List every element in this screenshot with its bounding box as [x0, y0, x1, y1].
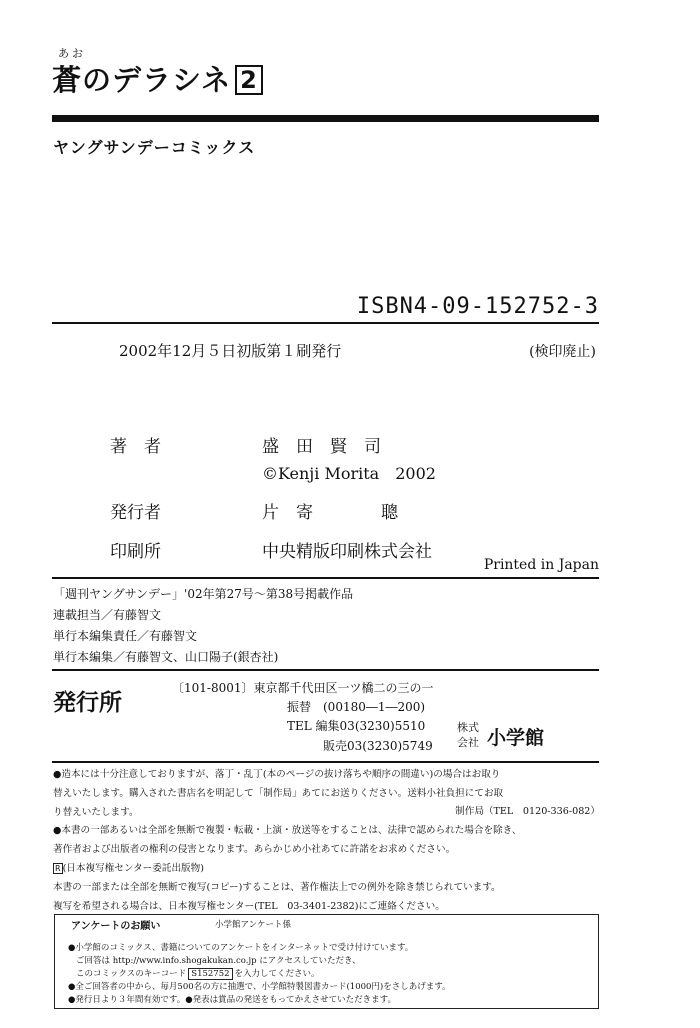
- serial-editor: 連載担当／有藤智文: [53, 608, 162, 622]
- copyright-center-label: (日本複写権センター委託出版物): [62, 863, 204, 874]
- notice-line: り替えいたします。: [53, 807, 139, 818]
- survey-line: ●全ご回答者の中から、毎月500名の方に抽選で、小学館特製図書カード(1000円)をさしあげます。: [68, 982, 451, 992]
- printer-name: 中央精版印刷株式会社: [262, 542, 432, 562]
- book-title: [52, 58, 263, 99]
- publisher-label: 発行所: [53, 690, 122, 716]
- title-rule: [52, 115, 599, 122]
- publisher-name: 小学館: [487, 727, 545, 749]
- printed-in: Printed in Japan: [483, 557, 599, 573]
- production-contact: 制作局（TEL 0120-336-082）: [455, 806, 600, 817]
- isbn: ISBN4-09-152752-3: [356, 294, 599, 319]
- notice-line: 複写を希望される場合は、日本複写権センター(TEL 03-3401-2382)にご連絡ください。: [53, 901, 445, 912]
- keycode-prefix: このコミックスのキーコード: [76, 969, 187, 979]
- serialization-source: 「週刊ヤングサンデー」'02年第27号～第38号掲載作品: [53, 587, 354, 601]
- isbn-rule: [52, 322, 599, 324]
- publisher-transfer: 振替 (00180―1―200): [287, 700, 426, 714]
- survey-line: ●発行日より３年間有効です。●発表は賞品の発送をもってかえさせていただきます。: [68, 995, 396, 1005]
- serialization-rule: [52, 669, 599, 671]
- notice-line: 替えいたします。購入された書店名を明記して「制作局」あてにお送りください。送料小社負担にてお取: [53, 788, 504, 799]
- corp-label-top: 株式: [457, 721, 479, 734]
- publisher-person-name: 片 寄 聰: [262, 503, 398, 523]
- volume-editor-chief: 単行本編集責任／有藤智文: [53, 629, 198, 643]
- seal-note: (検印廃止): [529, 344, 596, 360]
- keycode-suffix: を入力してください。: [234, 969, 320, 979]
- author-role: 著 者: [110, 437, 161, 457]
- survey-keycode-line: [76, 967, 320, 979]
- notice-line: 本書の一部または全部を無断で複写(コピー)することは、著作権法上での例外を除き禁じられています。: [53, 882, 501, 893]
- publisher-tel-edit: TEL 編集03(3230)5510: [287, 719, 426, 733]
- author-name: 盛 田 賢 司: [262, 437, 381, 457]
- title-ruby: あお: [58, 47, 86, 60]
- corp-label-bottom: 会社: [457, 736, 479, 749]
- survey-line: ご回答は http://www.info.shogakukan.co.jp にアクセスしていただき、: [76, 956, 361, 966]
- credits-rule: [52, 577, 599, 579]
- printer-role: 印刷所: [110, 542, 161, 562]
- publisher-person-role: 発行者: [110, 503, 161, 523]
- volume-editors: 単行本編集／有藤智文、山口陽子(銀杏社): [53, 650, 279, 664]
- publisher-address: 〔101-8001〕東京都千代田区一ツ橋二の三の一: [172, 681, 434, 695]
- copyright-center-note: [53, 860, 204, 874]
- imprint-label: ヤングサンデーコミックス: [53, 138, 256, 157]
- publisher-rule: [52, 761, 599, 763]
- copyright: ©Kenji Morita 2002: [262, 464, 436, 483]
- notice-line: 著作者および出版者の権利の侵害となります。あらかじめ小社あてに許諾をお求めください。: [53, 844, 456, 855]
- publication-date: 2002年12月５日初版第１刷発行: [119, 342, 342, 360]
- survey-title: アンケートのお願い: [71, 921, 161, 932]
- keycode: S152752: [188, 968, 232, 980]
- notice-line: ●本書の一部あるいは全部を無断で複製・転載・上演・放送等をすることは、法律で認められた場合を除き、: [53, 825, 522, 836]
- volume-number: 2: [235, 65, 263, 95]
- survey-recipient: 小学館アンケート係: [215, 920, 291, 930]
- survey-line: ●小学館のコミックス、書籍についてのアンケートをインターネットで受け付けています。: [68, 943, 414, 953]
- book-title-text: 蒼のデラシネ: [52, 63, 232, 97]
- registered-r-mark: R: [55, 864, 61, 873]
- publisher-tel-sales: 販売03(3230)5749: [323, 739, 433, 753]
- notice-line: ●造本には十分注意しておりますが、落丁・乱丁(本のページの抜け落ちや順序の間違い)の場合はお取り: [53, 769, 501, 780]
